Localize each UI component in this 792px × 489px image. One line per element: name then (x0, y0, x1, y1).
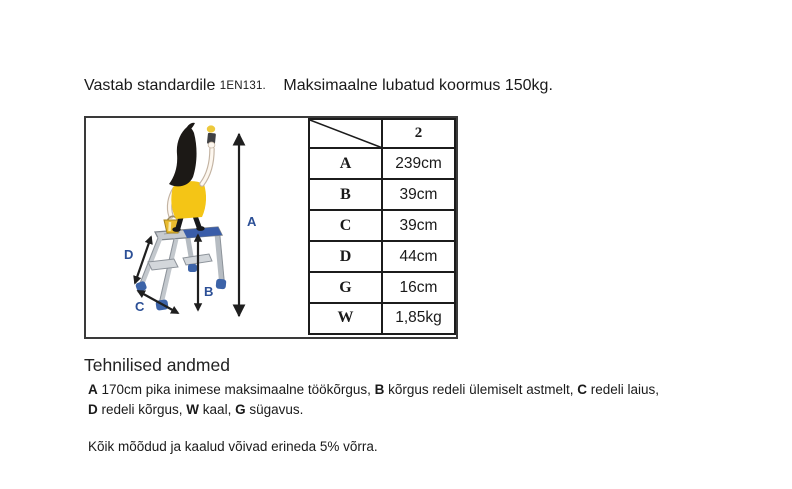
table-row (309, 241, 455, 272)
dim-desc-c: redeli laius, (586, 382, 660, 397)
spec-row-value: 39cm (382, 210, 455, 241)
spec-row-label: D (309, 241, 382, 272)
table-row (309, 303, 455, 334)
spec-row-value: 44cm (382, 241, 455, 272)
standard-code: 1EN131. (219, 80, 266, 92)
dim-key-b: B (374, 382, 385, 397)
table-row (309, 148, 455, 179)
hair (169, 127, 197, 187)
spec-row-value: 239cm (382, 148, 455, 179)
table-row (309, 210, 455, 241)
dim-desc-a: 170cm pika inimese maksimaalne töökõrgus, (97, 382, 375, 397)
dim-key-d: D (88, 402, 98, 417)
painter-figure (164, 123, 216, 233)
standard-text: Vastab standardile (84, 77, 216, 94)
spec-table (308, 118, 456, 335)
spec-box (84, 116, 458, 339)
tech-line-2 (88, 400, 764, 420)
dim-key-c: C (577, 382, 587, 397)
tolerance-note: Kõik mõõdud ja kaalud võivad erineda 5% võrra. (88, 439, 378, 454)
title-line (84, 76, 553, 96)
spec-row-label: A (309, 148, 382, 179)
table-header-diagonal (309, 119, 382, 148)
spec-row-label: B (309, 179, 382, 210)
table-row (309, 272, 455, 303)
tech-line-1 (88, 380, 764, 400)
table-header-row (309, 119, 455, 148)
tech-section (84, 354, 764, 420)
dim-desc-w: kaal, (199, 402, 236, 417)
spec-row-label: W (309, 303, 382, 334)
max-load-text: Maksimaalne lubatud koormus 150kg. (283, 77, 553, 94)
ladder-illustration (86, 118, 308, 337)
spec-row-value: 39cm (382, 179, 455, 210)
dimension-label-c: C (135, 299, 145, 314)
dim-key-g: G (235, 402, 246, 417)
diagonal-line (310, 120, 381, 147)
dim-desc-b: kõrgus redeli ülemiselt astmelt, (384, 382, 578, 397)
spec-row-label: C (309, 210, 382, 241)
dim-key-a: A (88, 382, 98, 397)
dim-key-w: W (186, 402, 200, 417)
dimension-label-d: D (124, 247, 134, 262)
paint-brush (207, 125, 216, 148)
dimension-label-a: A (247, 214, 257, 229)
spec-row-label: G (309, 272, 382, 303)
tech-heading: Tehnilised andmed (84, 355, 230, 375)
ladder-back-frame (183, 231, 226, 289)
dim-desc-g: sügavus. (245, 402, 304, 417)
spec-row-value: 1,85kg (382, 303, 455, 334)
ladder-platform (155, 227, 222, 240)
dimension-label-b: B (204, 284, 214, 299)
tech-body (88, 380, 764, 420)
spec-row-value: 16cm (382, 272, 455, 303)
table-header-col2: 2 (382, 119, 455, 148)
table-row (309, 179, 455, 210)
dim-desc-d: redeli kõrgus, (97, 402, 187, 417)
